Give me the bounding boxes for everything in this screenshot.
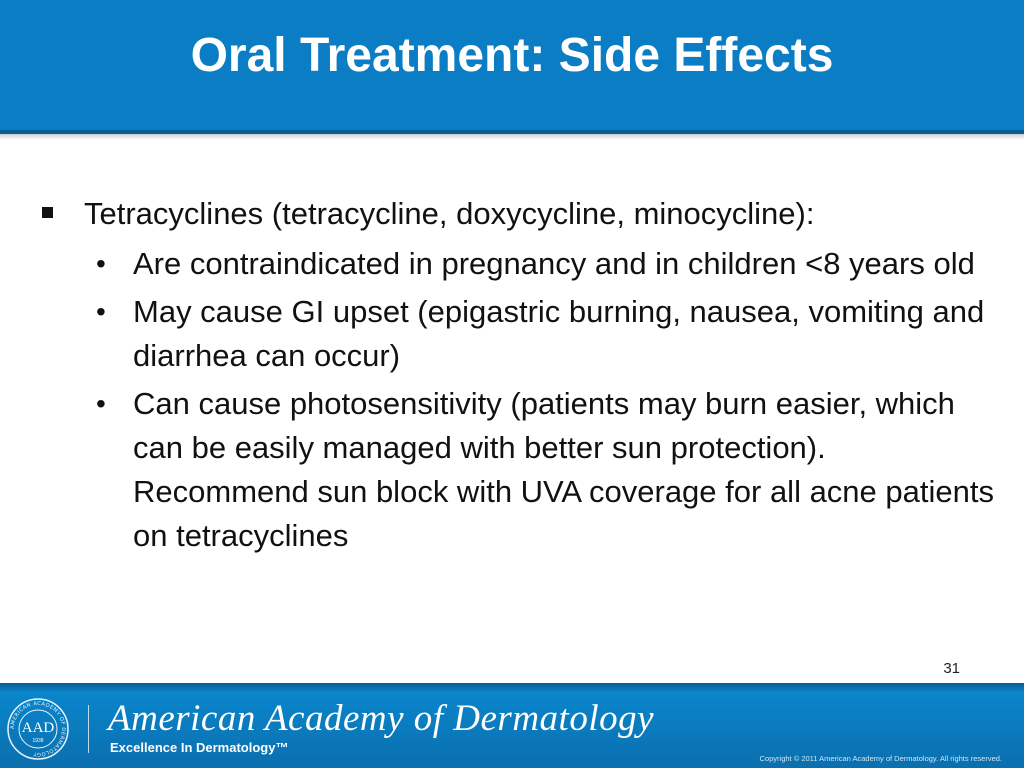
footer-band [0,691,1024,768]
main-bullet-text: Tetracyclines (tetracycline, doxycycline, minocycline): [84,196,815,231]
footer-line [0,683,1024,691]
sub-bullet-text: May cause GI upset (epigastric burning, nausea, vomiting and diarrhea can occur) [133,294,985,373]
sub-bullet-3 [40,382,1000,558]
seal-text: AAD [21,720,55,736]
organization-name: American Academy of Dermatology [108,698,655,739]
main-bullet [40,192,1000,236]
slide-content [40,192,1000,558]
round-bullet-icon: • [96,248,106,279]
round-bullet-icon: • [96,388,106,419]
header-shadow [0,134,1024,140]
sub-bullet-text: Are contraindicated in pregnancy and in children <8 years old [133,246,975,281]
sub-bullet-text: Can cause photosensitivity (patients may burn easier, which can be easily managed with better sun protection). Recommend sun block with UVA coverage for all acne patients on tetracyclines [133,386,994,553]
organization-tagline: Excellence In Dermatology™ [110,740,289,755]
slide-title: Oral Treatment: Side Effects [190,29,834,82]
slide-number: 31 [943,660,960,677]
header-band [0,0,1024,134]
sub-bullet-1 [40,242,1000,286]
aad-seal-logo [6,697,70,761]
round-bullet-icon: • [96,296,106,327]
seal-year: 1938 [32,738,44,744]
sub-bullet-2 [40,290,1000,378]
square-bullet-icon [42,207,53,218]
footer-divider [88,705,89,753]
copyright-notice: Copyright © 2011 American Academy of Dermatology. All rights reserved. [759,754,1002,763]
seal-ring-text: AMERICAN ACADEMY OF DERMATOLOGY [9,700,67,758]
